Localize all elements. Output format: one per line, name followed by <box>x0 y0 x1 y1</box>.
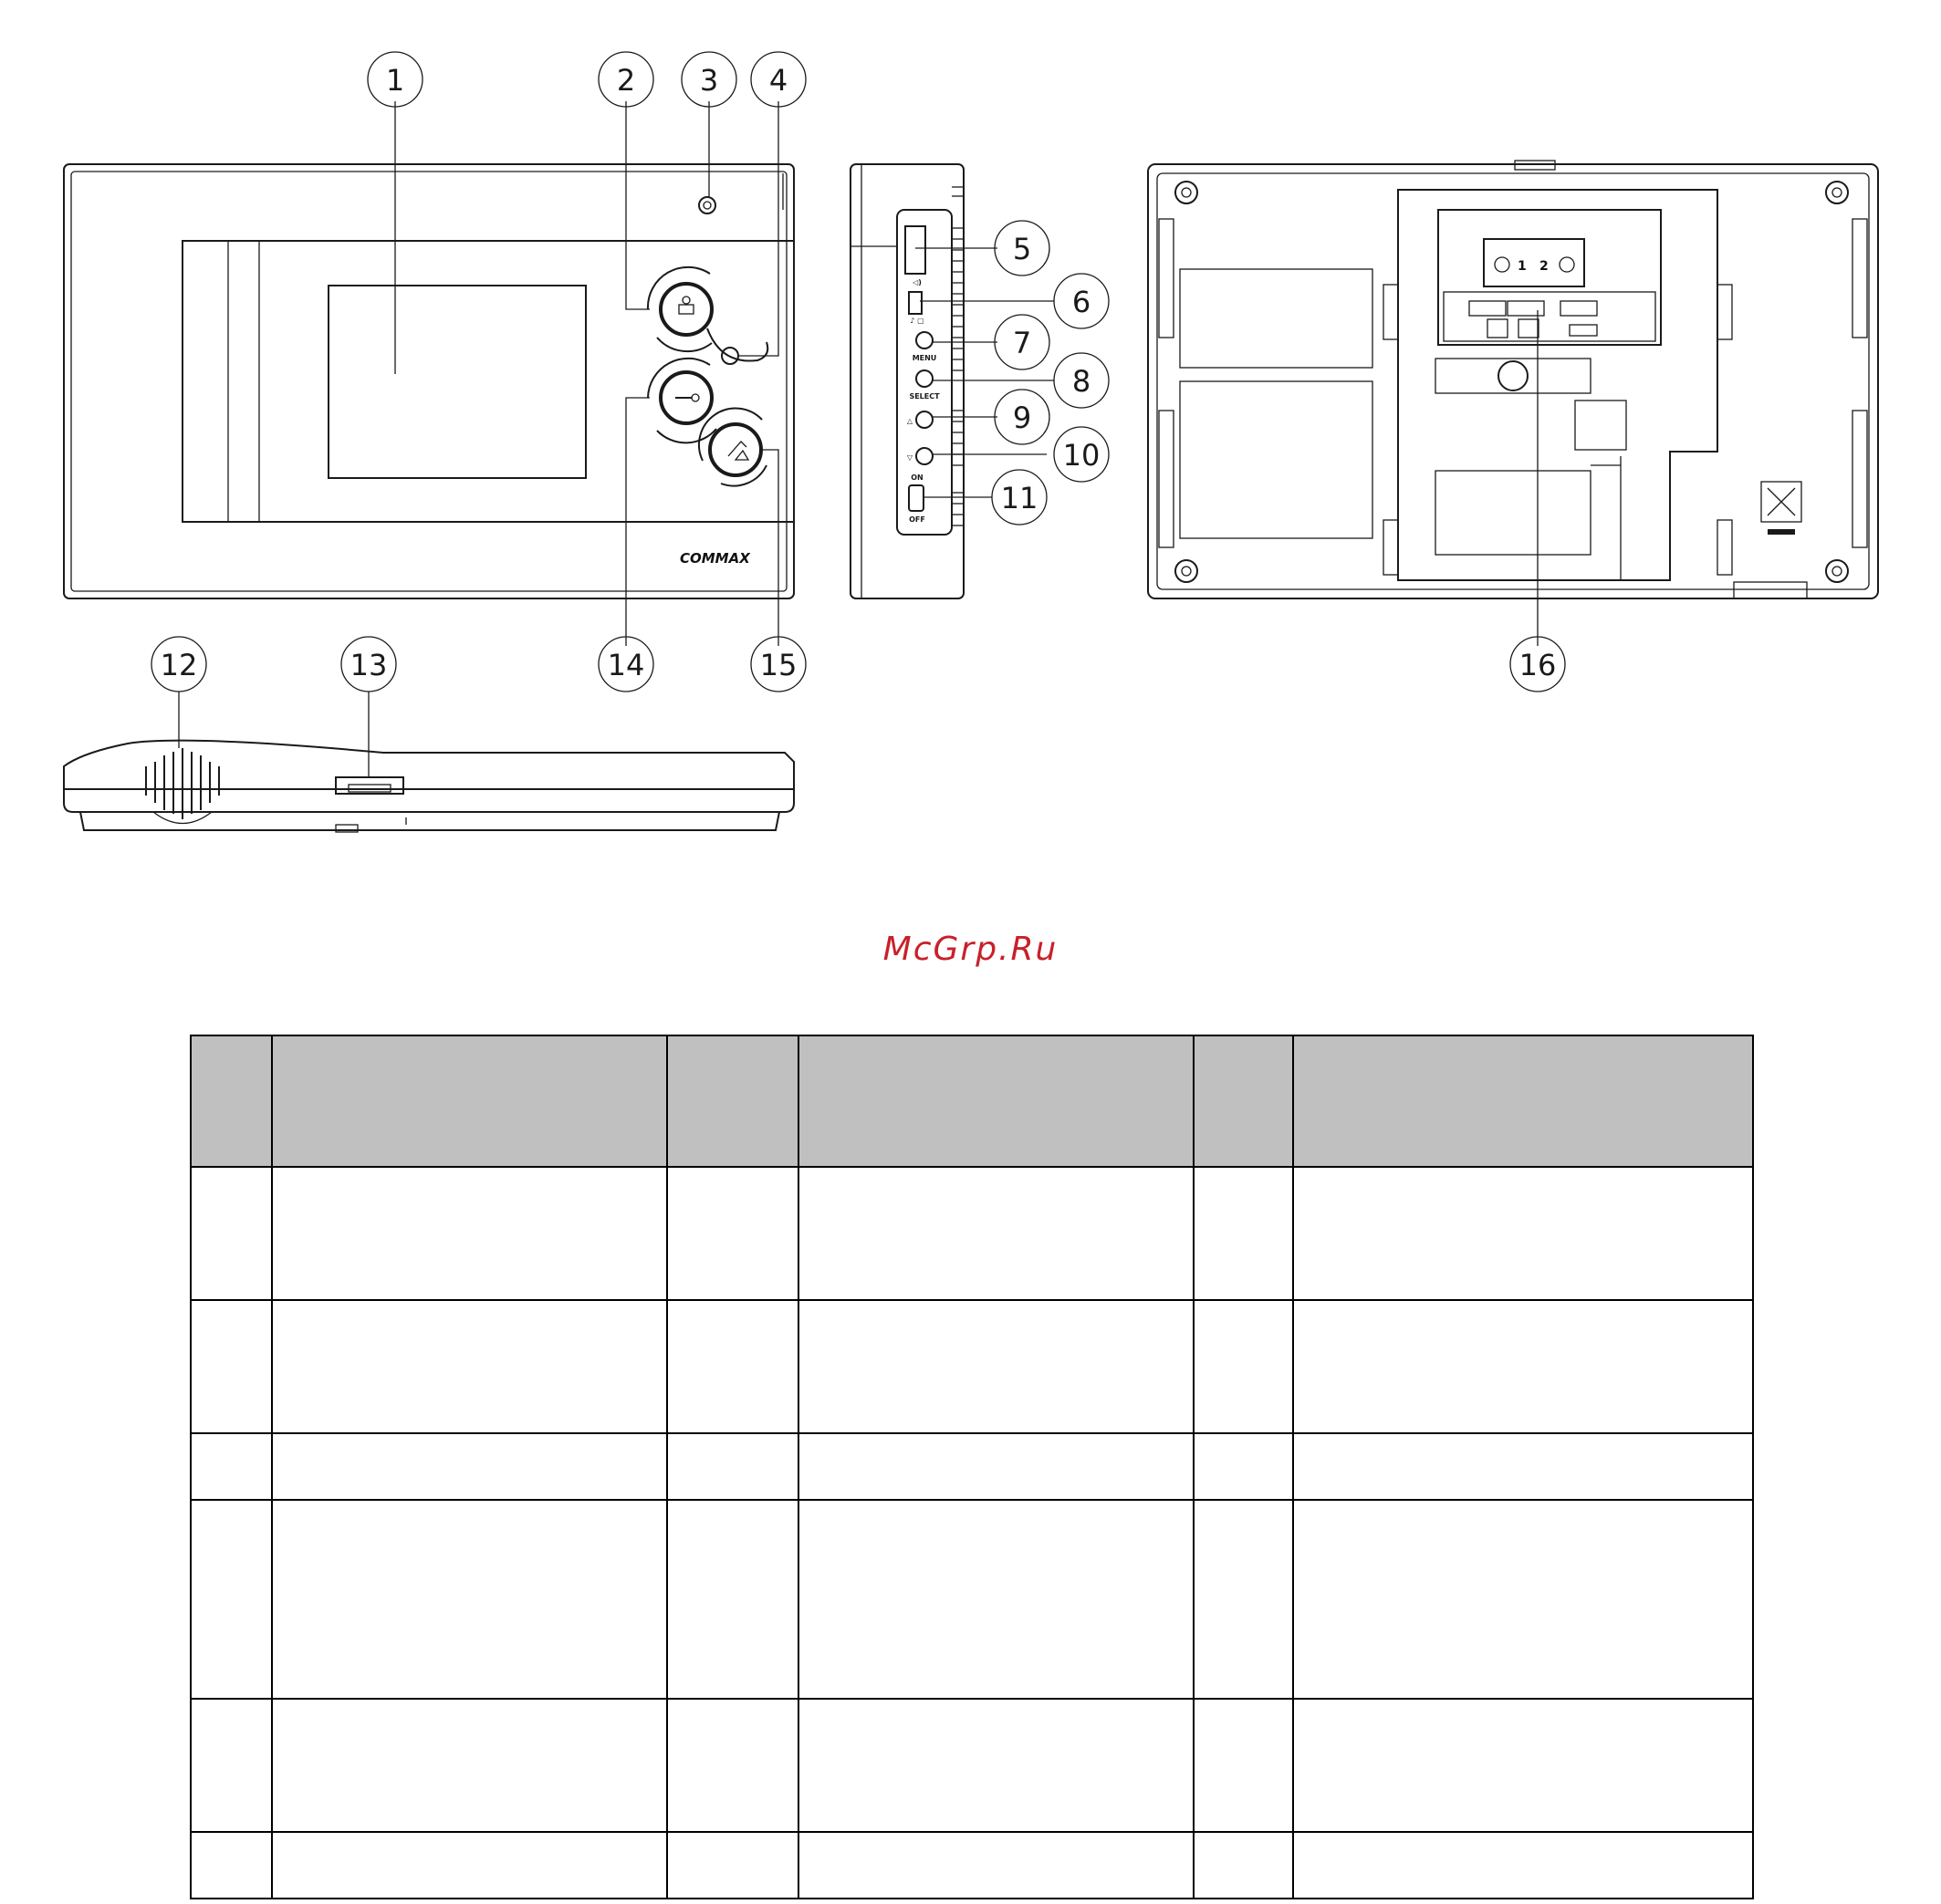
callout-9 <box>995 390 1049 444</box>
table-cell <box>191 1300 272 1433</box>
svg-text:7: 7 <box>1012 326 1032 360</box>
table-cell <box>1194 1433 1293 1500</box>
table-cell <box>667 1167 798 1300</box>
table-cell <box>798 1167 1194 1300</box>
callout-4 <box>751 52 806 107</box>
callout-6 <box>1054 274 1109 328</box>
camera-lens <box>699 197 715 213</box>
port-2-label: 2 <box>1539 259 1549 274</box>
svg-text:10: 10 <box>1062 438 1101 473</box>
table-cell <box>191 1832 272 1899</box>
table-cell <box>1194 1699 1293 1832</box>
table-cell <box>191 1433 272 1500</box>
table-cell <box>1194 1167 1293 1300</box>
header-cell <box>667 1035 798 1167</box>
svg-text:8: 8 <box>1071 364 1091 399</box>
table-cell <box>1194 1832 1293 1899</box>
svg-text:3: 3 <box>699 63 719 98</box>
callout-markers <box>151 52 1565 692</box>
table-cell <box>667 1699 798 1832</box>
power-on-label: ON <box>911 473 924 482</box>
callout-8 <box>1054 353 1109 408</box>
menu-button[interactable] <box>916 332 933 349</box>
device-diagram <box>0 0 1941 876</box>
table-cell <box>1194 1500 1293 1699</box>
table-cell <box>1293 1500 1753 1699</box>
svg-text:6: 6 <box>1071 285 1091 319</box>
svg-text:13: 13 <box>350 648 388 682</box>
header-cell <box>798 1035 1194 1167</box>
table-cell <box>272 1500 667 1699</box>
up-button[interactable] <box>916 411 933 428</box>
svg-text:16: 16 <box>1518 648 1557 682</box>
table-cell <box>1293 1433 1753 1500</box>
svg-text:11: 11 <box>1000 481 1038 515</box>
power-off-label: OFF <box>909 515 925 524</box>
table-cell <box>1293 1300 1753 1433</box>
header-cell <box>191 1035 272 1167</box>
svg-text:12: 12 <box>160 648 198 682</box>
svg-text:2: 2 <box>616 63 636 98</box>
table-cell <box>1293 1699 1753 1832</box>
table-row <box>191 1699 1753 1832</box>
talk-button[interactable] <box>699 409 767 486</box>
port-1-label: 1 <box>1518 259 1527 274</box>
callout-5 <box>995 221 1049 276</box>
table-cell <box>798 1699 1194 1832</box>
side-view <box>850 164 964 598</box>
back-view <box>1148 161 1878 598</box>
table-header-row <box>191 1035 1753 1167</box>
svg-text:14: 14 <box>607 648 645 682</box>
power-switch[interactable] <box>909 485 924 511</box>
callout-11 <box>992 470 1047 525</box>
select-label: SELECT <box>909 392 940 401</box>
parts-table <box>190 1035 1754 1899</box>
table-cell <box>272 1300 667 1433</box>
front-view <box>64 164 794 598</box>
header-cell <box>272 1035 667 1167</box>
svg-text:◁): ◁) <box>913 278 922 286</box>
down-button[interactable] <box>916 448 933 464</box>
screen-bezel <box>183 241 794 522</box>
table-cell <box>272 1832 667 1899</box>
callout-10 <box>1054 427 1109 482</box>
table-cell <box>191 1167 272 1300</box>
bottom-view <box>64 741 794 832</box>
svg-text:9: 9 <box>1012 401 1032 435</box>
connector-socket <box>336 777 403 794</box>
table-cell <box>272 1699 667 1832</box>
select-button[interactable] <box>916 370 933 387</box>
callout-2 <box>599 52 653 107</box>
table-cell <box>798 1500 1194 1699</box>
monitor-button[interactable] <box>648 267 712 351</box>
table-cell <box>798 1832 1194 1899</box>
table-cell <box>667 1433 798 1500</box>
table-row <box>191 1832 1753 1899</box>
callout-1 <box>368 52 423 107</box>
table-cell <box>1293 1167 1753 1300</box>
door-open-button[interactable] <box>648 359 716 442</box>
table-cell <box>272 1167 667 1300</box>
menu-label: MENU <box>912 354 937 362</box>
svg-text:4: 4 <box>768 63 788 98</box>
volume-slider[interactable] <box>905 226 925 274</box>
table-cell <box>667 1832 798 1899</box>
table-cell <box>272 1433 667 1500</box>
speaker-grille <box>146 748 219 819</box>
table-row <box>191 1300 1753 1433</box>
chime-switch[interactable] <box>909 292 922 314</box>
table-row <box>191 1433 1753 1500</box>
callout-3 <box>682 52 736 107</box>
table-cell <box>1194 1300 1293 1433</box>
callout-7 <box>995 315 1049 369</box>
svg-text:♪ ▢: ♪ ▢ <box>910 317 924 325</box>
up-arrow-icon: △ <box>906 417 913 425</box>
callout-13 <box>341 637 396 692</box>
down-arrow-icon: ▽ <box>906 453 913 462</box>
header-cell <box>1293 1035 1753 1167</box>
table-cell <box>1293 1832 1753 1899</box>
svg-text:15: 15 <box>759 648 798 682</box>
brand-logo: COMMAX <box>680 550 750 567</box>
table-cell <box>667 1500 798 1699</box>
table-row <box>191 1500 1753 1699</box>
table-row <box>191 1167 1753 1300</box>
svg-text:5: 5 <box>1012 232 1032 266</box>
header-cell <box>1194 1035 1293 1167</box>
watermark: McGrp.Ru <box>882 931 1059 968</box>
svg-text:1: 1 <box>385 63 405 98</box>
table-cell <box>191 1500 272 1699</box>
table-cell <box>798 1300 1194 1433</box>
table-cell <box>798 1433 1194 1500</box>
table-cell <box>191 1699 272 1832</box>
callout-12 <box>151 637 206 692</box>
lcd-screen <box>329 286 586 478</box>
table-cell <box>667 1300 798 1433</box>
recycle-bin-icon <box>1761 482 1801 535</box>
